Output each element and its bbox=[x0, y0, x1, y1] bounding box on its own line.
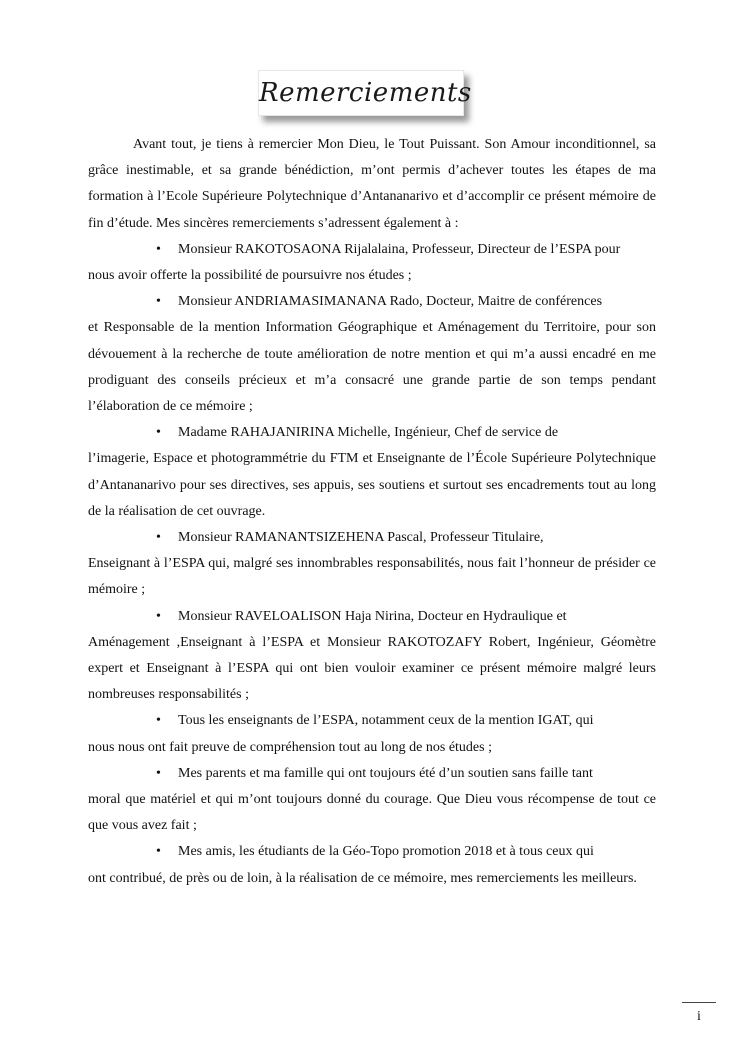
item-continuation: moral que matériel et qui m’ont toujours donné du courage. Que Dieu vous récompense de tout ce que vous avez fait ; bbox=[88, 792, 656, 834]
acknowledgement-item bbox=[88, 761, 656, 840]
intro-paragraph: Avant tout, je tiens à remercier Mon Dieu, le Tout Puissant. Son Amour inconditionnel, sa grâce inestimable, et sa grande bénédiction, m’ont permis d’achever toutes les étapes de ma formation à l’Ecole Supérieure Polytechnique d’Antananarivo et d’accomplir ce présent mémoire de fin d’étude. Mes sincères remerciements s’adressent également à : bbox=[88, 137, 656, 231]
item-continuation: nous avoir offerte la possibilité de poursuivre nos études ; bbox=[88, 268, 412, 284]
item-lead: Monsieur ANDRIAMASIMANANA Rado, Docteur, Maitre de conférences bbox=[178, 294, 603, 310]
item-lead: Madame RAHAJANIRINA Michelle, Ingénieur, Chef de service de bbox=[178, 425, 559, 441]
bullet-icon: • bbox=[156, 241, 161, 257]
item-continuation: Aménagement ,Enseignant à l’ESPA et Monsieur RAKOTOZAFY Robert, Ingénieur, Géomètre expert et Enseignant à l’ESPA qui ont bien vouloir examiner ce présent mémoire malgré leurs nombreuses responsabilités ; bbox=[88, 634, 656, 703]
title-box bbox=[258, 70, 472, 116]
bullet-icon: • bbox=[156, 765, 161, 781]
page-title: Remerciements bbox=[259, 78, 472, 108]
page-number: i bbox=[682, 1002, 716, 1025]
item-lead: Mes parents et ma famille qui ont toujours été d’un soutien sans faille tant bbox=[178, 765, 593, 781]
item-continuation: et Responsable de la mention Information Géographique et Aménagement du Territoire, pour son dévouement à la recherche de toute amélioration de notre mention et qui m’a aussi encadré en me prodiguant des conseils précieux et m’a consacré une grande partie de son temps pendant l’élaboration de ce mémoire ; bbox=[88, 320, 656, 415]
acknowledgement-item bbox=[88, 525, 656, 604]
item-lead: Tous les enseignants de l’ESPA, notamment ceux de la mention IGAT, qui bbox=[178, 713, 594, 729]
item-continuation: nous nous ont fait preuve de compréhension tout au long de nos études ; bbox=[88, 739, 492, 755]
bullet-icon: • bbox=[156, 294, 161, 310]
bullet-icon: • bbox=[156, 425, 161, 441]
item-lead: Mes amis, les étudiants de la Géo-Topo promotion 2018 et à tous ceux qui bbox=[178, 844, 594, 860]
acknowledgement-item bbox=[88, 604, 656, 709]
acknowledgement-item bbox=[88, 420, 656, 525]
item-continuation: Enseignant à l’ESPA qui, malgré ses innombrables responsabilités, nous fait l’honneur de présider ce mémoire ; bbox=[88, 556, 656, 598]
acknowledgement-item bbox=[88, 237, 656, 289]
item-continuation: l’imagerie, Espace et photogrammétrie du FTM et Enseignante de l’École Supérieure Polytechnique d’Antananarivo pour ses directives, ses appuis, ses soutiens et surtout ses encadrements tout au long de la réalisation de cet ouvrage. bbox=[88, 451, 656, 519]
bullet-icon: • bbox=[156, 530, 161, 546]
bullet-icon: • bbox=[156, 713, 161, 729]
acknowledgement-item bbox=[88, 839, 656, 891]
document-body bbox=[88, 132, 656, 892]
item-lead: Monsieur RAVELOALISON Haja Nirina, Docteur en Hydraulique et bbox=[178, 608, 567, 624]
bullet-icon: • bbox=[156, 844, 161, 860]
acknowledgement-item bbox=[88, 289, 656, 420]
bullet-icon: • bbox=[156, 608, 161, 624]
item-lead: Monsieur RAMANANTSIZEHENA Pascal, Professeur Titulaire, bbox=[178, 530, 544, 546]
acknowledgement-item bbox=[88, 708, 656, 760]
item-continuation: ont contribué, de près ou de loin, à la réalisation de ce mémoire, mes remerciements les meilleurs. bbox=[88, 870, 637, 886]
item-lead: Monsieur RAKOTOSAONA Rijalalaina, Professeur, Directeur de l’ESPA pour bbox=[178, 241, 621, 257]
